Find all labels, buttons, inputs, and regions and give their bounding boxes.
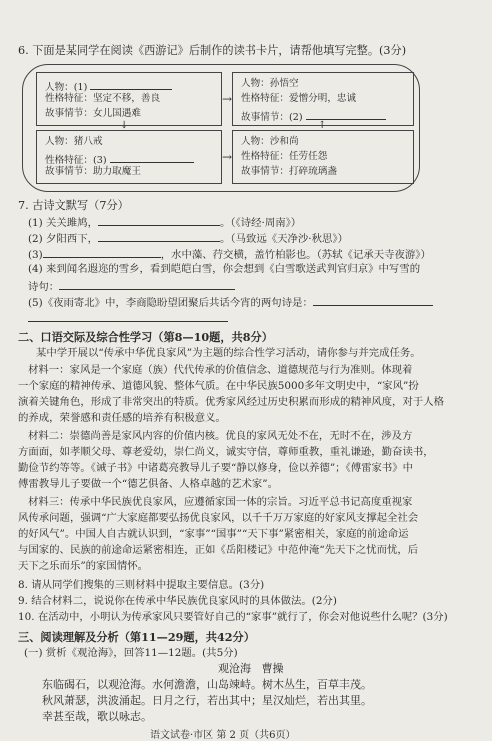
card-2-trait: 性格特征：爱憎分明，忠诚 (241, 93, 357, 104)
card-2-story: 故事情节：(2) (241, 108, 386, 124)
q7-line-1: (1) 关关雎鸠， 。（《诗经·周南》） (28, 214, 301, 230)
card-4-trait: 性格特征：任劳任怨 (241, 151, 328, 162)
card-4-role: 人物：沙和尚 (241, 136, 299, 147)
q8-prompt: 8. 请从同学们搜集的三则材料中提取主要信息。(3分) (18, 579, 265, 591)
arrow-icon: → (222, 150, 233, 164)
q7-line-4b: 诗句： (28, 278, 235, 294)
card-1-story: 故事情节：女儿国遇难 (45, 108, 141, 119)
section-2-title: 二、口语交际及综合性学习（第8—10题，共8分） (18, 330, 273, 344)
q9-prompt: 9. 结合材料二，说说你在传承中华民族优良家风时的具体做法。(2分) (18, 595, 337, 607)
card-3-role: 人物：猪八戒 (45, 136, 103, 147)
material-2-line: 方面面，如孝顺父母、尊老爱幼，崇仁尚义，诚实守信，尊师重教，重礼谦逊，勤奋读书， (18, 446, 434, 458)
answer-blank[interactable] (110, 151, 194, 163)
material-3-line: 与国家的、民族的前途命运紧密相连，正如《岳阳楼记》中范仲淹“先天下之忧而忧，后 (18, 544, 419, 556)
material-2-line: 勤俭节约等等。《诫子书》中诸葛亮教导儿子要“静以修身，俭以养德”；《傅雷家书》中 (18, 462, 414, 474)
answer-blank[interactable] (90, 78, 172, 90)
card-1 (36, 72, 222, 126)
arrow-up-icon: ↑ (318, 120, 327, 131)
q6-prompt: 6. 下面是某同学在阅读《西游记》后制作的读书卡片，请帮他填写完整。(3分) (18, 44, 407, 57)
poem-line: 秋风萧瑟，洪波涌起。日月之行，若出其中；星汉灿烂，若出其里。 (42, 694, 372, 707)
poem-line: 幸甚至哉，歌以咏志。 (42, 710, 152, 723)
card-1-role: 人物：(1) (45, 78, 172, 94)
q10-prompt: 10. 在活动中，小明认为传承家风只要管好自己的“家事”就行了，你会对他说些什么呢？(3分) (18, 611, 448, 623)
card-4 (232, 130, 414, 184)
material-3-line: 风传承问题，强调“广大家庭都要弘扬优良家风，以千千万万家庭的好家风支撑起全社会 (18, 512, 419, 524)
answer-blank[interactable] (43, 246, 161, 258)
card-3-story: 故事情节：助力取魔王 (45, 166, 141, 177)
card-2 (232, 72, 414, 126)
q7-line-4: (4) 来到闻名遐迩的雪乡，看到皑皑白雪，你会想到《白雪歌送武判官归京》中写雪的 (28, 263, 421, 275)
answer-blank[interactable] (98, 214, 220, 226)
answer-blank[interactable] (28, 310, 228, 322)
card-3-trait: 性格特征：(3) (45, 151, 194, 167)
poem-title: 观沧海 曹操 (218, 662, 284, 675)
material-3-line: 天下之乐而乐”的家国情怀。 (18, 560, 148, 572)
material-2-line: 傅雷教导儿子要做一个“德艺俱备、人格卓越的艺术家”。 (18, 478, 278, 490)
section-3-title: 三、阅读理解及分析（第11—29题，共42分） (18, 630, 255, 644)
q7-line-3: (3) ，水中藻、荇交横，盖竹柏影也。（苏轼《记承天寺夜游》） (28, 246, 431, 262)
material-1-line: 材料一：家风是一个家庭（族）代代传承的价值信念、道德规范与行为准则。体现着 (28, 364, 413, 376)
card-4-story: 故事情节：打碎琉璃盏 (241, 166, 337, 177)
section-2-intro: 某中学开展以“传承中华优良家风”为主题的综合性学习活动，请你参与并完成任务。 (36, 347, 421, 359)
material-1-line: 的养成，荣誉感和责任感的培养有积极意义。 (18, 412, 226, 424)
arrow-icon: → (222, 92, 233, 106)
q7-line-2: (2) 夕阳西下， 。（马致远《天净沙·秋思》） (28, 230, 348, 246)
answer-blank[interactable] (313, 294, 433, 306)
q7-title: 7. 古诗文默写（7分） (18, 199, 129, 212)
answer-blank[interactable] (98, 230, 220, 242)
material-3-line: 的好风气”。中国人自古就认识到，“家事”“国事”“天下事”紧密相关，家庭的前途命运 (18, 528, 409, 540)
section-3-sub: (一) 赏析《观沧海》，回答11—12题。(共5分) (24, 647, 238, 659)
poem-line: 东临碣石，以观沧海。水何澹澹，山岛竦峙。树木丛生，百草丰茂。 (42, 678, 372, 691)
answer-blank[interactable] (306, 108, 386, 120)
card-3 (36, 130, 222, 184)
card-1-trait: 性格特征：坚定不移，善良 (45, 93, 161, 104)
material-3-line: 材料三：传承中华民族优良家风，应遵循家国一体的宗旨。习近平总书记高度重视家 (28, 496, 413, 508)
page-footer: 语文试卷·市区 第 2 页（共6页） (150, 730, 296, 741)
q7-line-5: (5)《夜雨寄北》中，李商隐盼望团聚后共话今宵的两句诗是： (28, 294, 433, 310)
answer-blank[interactable] (59, 278, 235, 290)
material-1-line: 演着关键角色，形成了非常突出的特质。优秀家风经过历史积累而形成的精神风度，对于人格 (18, 396, 445, 408)
arrow-down-icon: ↓ (120, 120, 129, 131)
q7-line-5b (28, 310, 228, 326)
material-2-line: 材料二：崇德尚善是家风内容的价值内核。优良的家风无处不在，无时不在，涉及方 (28, 430, 413, 442)
card-2-role: 人物：孙悟空 (241, 78, 299, 89)
material-1-line: 一个家庭的精神传承、道德风貌、整体气质。在中华民族5000多年文明史中，“家风”扮 (18, 380, 419, 392)
